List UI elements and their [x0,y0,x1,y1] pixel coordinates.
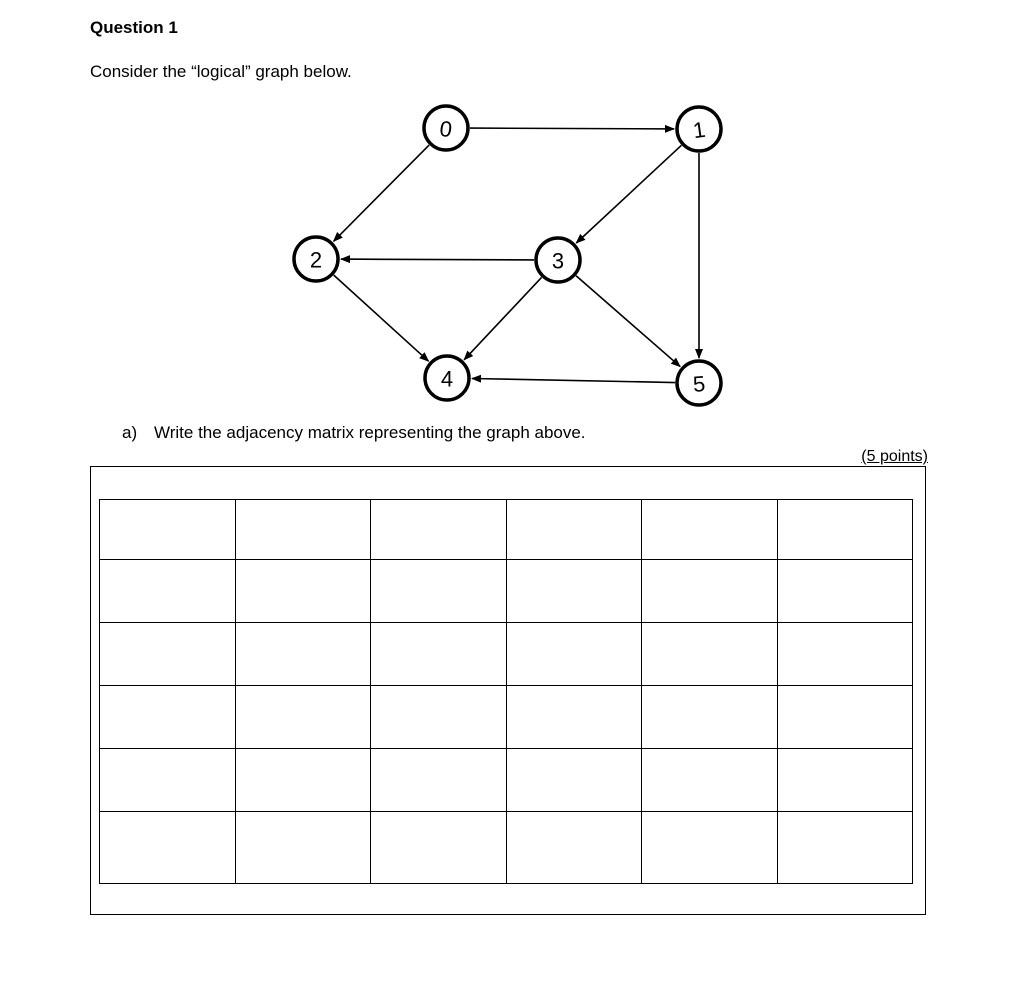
node-5 [677,361,721,405]
matrix-cell[interactable] [506,500,642,560]
matrix-cell[interactable] [371,500,507,560]
matrix-cell[interactable] [371,623,507,686]
part-a-prompt [122,423,586,443]
matrix-cell[interactable] [777,749,913,812]
edge-0-to-2 [334,145,429,241]
matrix-cell[interactable] [642,623,778,686]
matrix-cell[interactable] [100,623,236,686]
matrix-cell[interactable] [235,686,371,749]
matrix-cell[interactable] [777,812,913,884]
matrix-cell[interactable] [235,812,371,884]
edge-2-to-4 [334,275,429,361]
node-1 [677,107,721,151]
matrix-cell[interactable] [506,749,642,812]
directed-graph [0,0,1024,420]
node-label: 2 [309,247,323,273]
matrix-cell[interactable] [642,749,778,812]
matrix-row [100,812,913,884]
question-title: Question 1 [90,18,178,37]
matrix-cell[interactable] [100,560,236,623]
matrix-cell[interactable] [777,686,913,749]
node-4 [425,356,469,400]
edge-3-to-2 [341,259,534,260]
edge-3-to-4 [464,277,541,359]
matrix-cell[interactable] [100,500,236,560]
matrix-cell[interactable] [642,812,778,884]
node-2 [294,237,338,281]
adjacency-matrix-grid [99,499,913,884]
matrix-cell[interactable] [235,500,371,560]
part-a-letter: a) [122,423,138,442]
node-label: 4 [440,366,454,392]
matrix-row [100,749,913,812]
matrix-cell[interactable] [235,623,371,686]
matrix-cell[interactable] [777,500,913,560]
matrix-row [100,500,913,560]
graph-edges [334,128,699,382]
node-label: 5 [692,371,707,397]
node-label: 3 [551,248,565,274]
matrix-cell[interactable] [235,749,371,812]
matrix-cell[interactable] [506,812,642,884]
matrix-cell[interactable] [506,623,642,686]
graph-nodes [294,106,721,405]
edge-1-to-3 [576,145,681,243]
matrix-cell[interactable] [371,812,507,884]
matrix-cell[interactable] [642,500,778,560]
matrix-row [100,623,913,686]
question-intro: Consider the “logical” graph below. [90,62,352,81]
node-label: 1 [691,116,707,144]
matrix-cell[interactable] [100,686,236,749]
matrix-cell[interactable] [506,560,642,623]
matrix-cell[interactable] [506,686,642,749]
matrix-row [100,560,913,623]
part-a-text: Write the adjacency matrix representing the graph above. [154,423,586,442]
points-label: (5 points) [861,448,928,465]
matrix-cell[interactable] [642,686,778,749]
matrix-cell[interactable] [777,623,913,686]
node-0 [424,106,468,150]
matrix-row [100,686,913,749]
matrix-cell[interactable] [100,812,236,884]
node-label: 0 [438,115,454,143]
matrix-cell[interactable] [235,560,371,623]
matrix-cell[interactable] [371,686,507,749]
node-3 [536,238,580,282]
matrix-cell[interactable] [100,749,236,812]
edge-0-to-1 [470,128,674,129]
matrix-cell[interactable] [371,749,507,812]
matrix-cell[interactable] [642,560,778,623]
matrix-cell[interactable] [371,560,507,623]
edge-5-to-4 [472,378,675,382]
matrix-cell[interactable] [777,560,913,623]
edge-3-to-5 [576,276,680,367]
